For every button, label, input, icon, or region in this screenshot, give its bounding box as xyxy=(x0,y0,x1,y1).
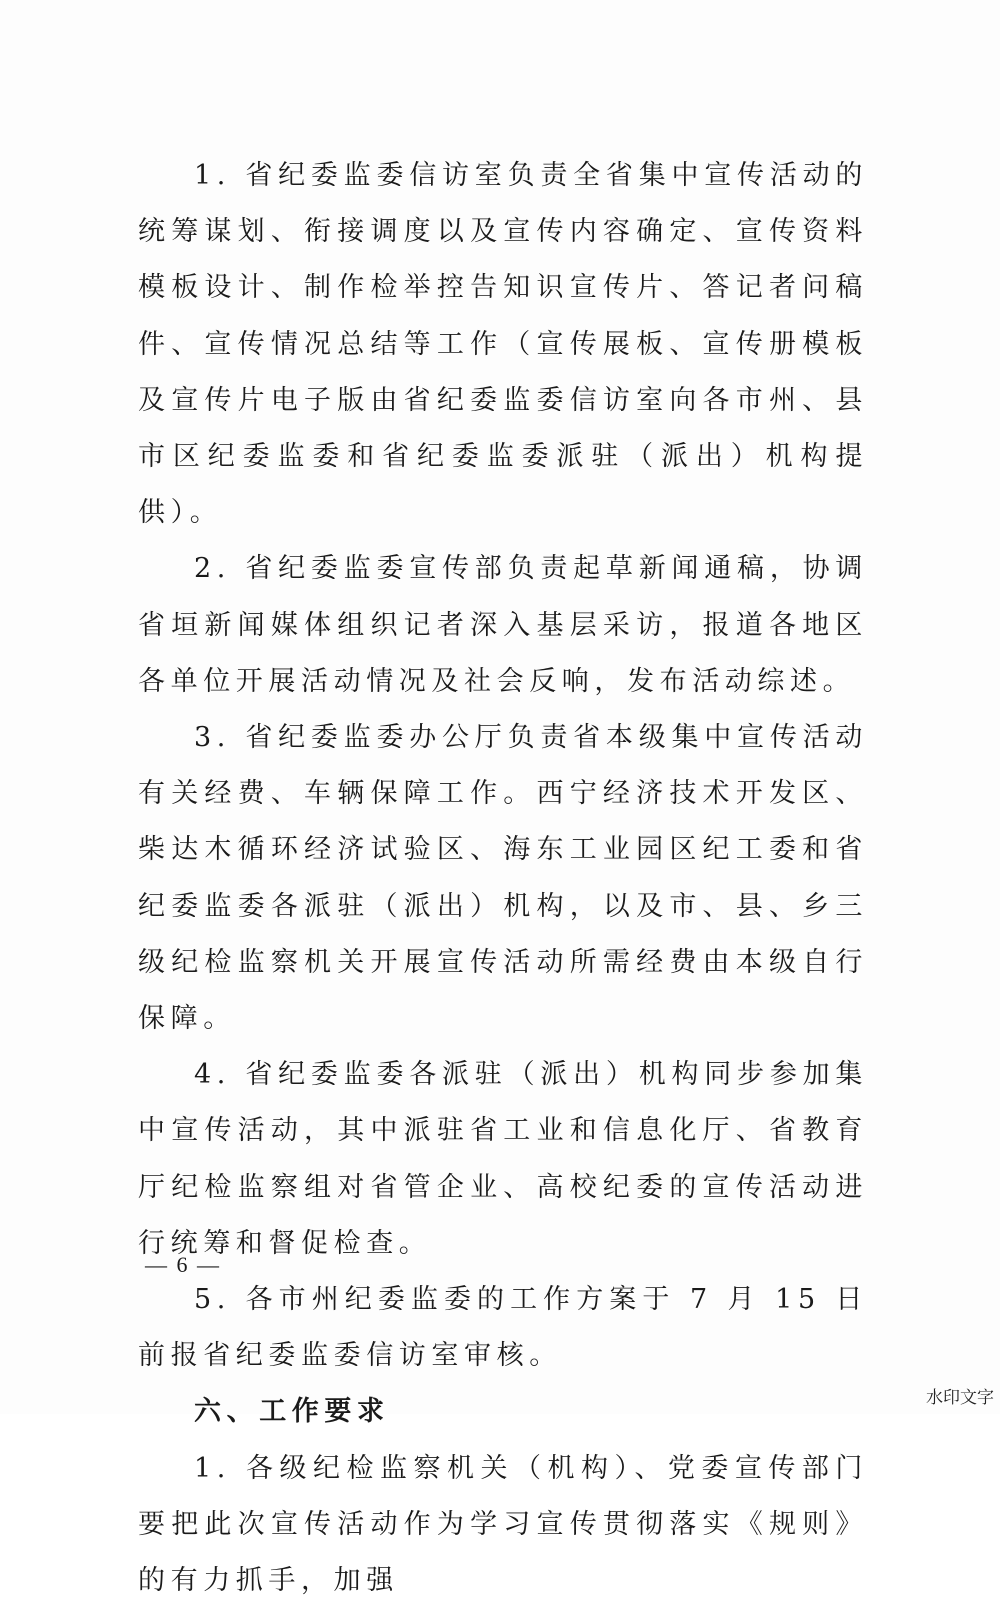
paragraph-3: 3. 省纪委监委办公厅负责省本级集中宣传活动有关经费、车辆保障工作。西宁经济技术开发区、柴达木循环经济试验区、海东工业园区纪工委和省纪委监委各派驻（派出）机构，以及市、县、乡三级纪检监察机关开展宣传活动所需经费由本级自行保障。 xyxy=(138,722,868,1035)
body-text xyxy=(138,148,868,1609)
paragraph-5: 5. 各市州纪委监委的工作方案于 7 月 15 日前报省纪委监委信访室审核。 xyxy=(138,1284,868,1372)
section-heading: 六、工作要求 xyxy=(194,1396,390,1428)
paragraph-6: 1. 各级纪检监察机关（机构）、党委宣传部门要把此次宣传活动作为学习宣传贯彻落实《规则》的有力抓手，加强 xyxy=(138,1452,868,1597)
paragraph-4: 4. 省纪委监委各派驻（派出）机构同步参加集中宣传活动，其中派驻省工业和信息化厅、省教育厅纪检监察组对省管企业、高校纪委的宣传活动进行统筹和督促检查。 xyxy=(138,1059,868,1259)
watermark-text: 水印文字 xyxy=(926,1388,994,1408)
page-number: — 6 — xyxy=(145,1252,221,1277)
paragraph-2: 2. 省纪委监委宣传部负责起草新闻通稿，协调省垣新闻媒体组织记者深入基层采访，报道各地区各单位开展活动情况及社会反响，发布活动综述。 xyxy=(138,553,868,697)
paragraph-1: 1. 省纪委监委信访室负责全省集中宣传活动的统筹谋划、衔接调度以及宣传内容确定、宣传资料模板设计、制作检举控告知识宣传片、答记者问稿件、宣传情况总结等工作（宣传展板、宣传册模板及宣传片电子版由省纪委监委信访室向各市州、县市区纪委监委和省纪委监委派驻（派出）机构提供）。 xyxy=(138,160,868,529)
